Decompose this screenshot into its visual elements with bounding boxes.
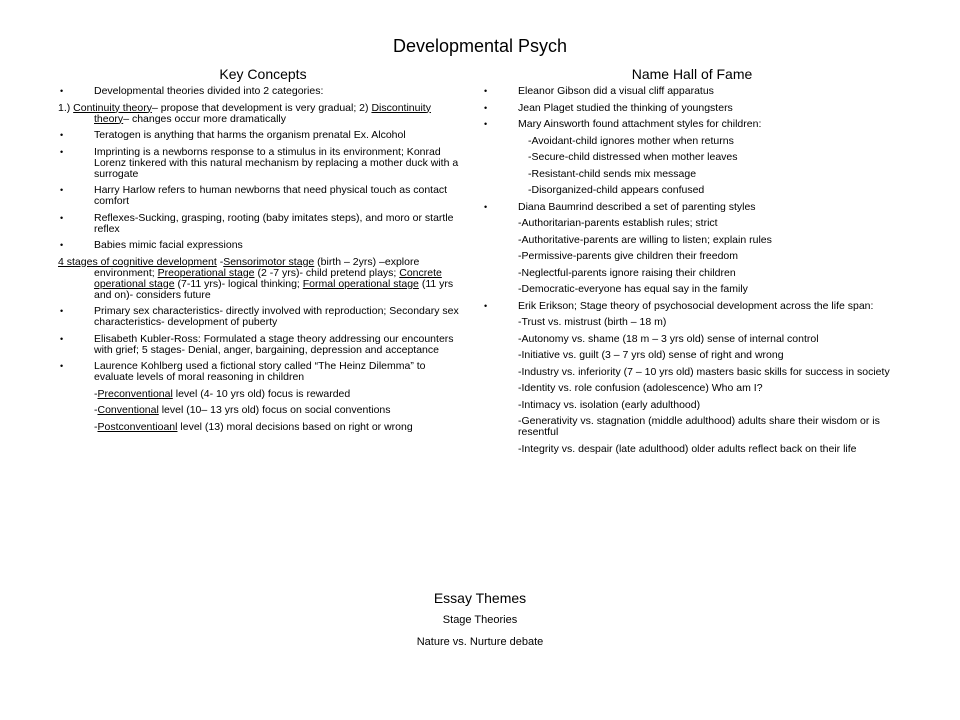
list-item (482, 103, 902, 114)
page-title: Developmental Psych (392, 36, 568, 56)
list-item (58, 103, 468, 125)
list-item (58, 147, 468, 180)
item-text: -Authoritative-parents are willing to listen; explain rules (518, 233, 772, 246)
underlined-term: Concrete operational stage (94, 266, 442, 290)
list-item (482, 400, 902, 411)
list-item (482, 317, 902, 328)
underlined-term: Postconventioanl (97, 420, 178, 433)
item-text: -Democratic-everyone has equal say in the family (518, 283, 748, 295)
list-item (482, 86, 902, 97)
list-item (482, 169, 902, 180)
list-item (482, 350, 902, 361)
list-item (482, 416, 902, 438)
item-text: – propose that development is very gradual; 2) (151, 101, 372, 114)
underlined-term: Formal operational stage (302, 277, 419, 290)
item-text: -Trust vs. mistrust (birth – 18 m) (518, 316, 667, 328)
list-item (58, 334, 468, 356)
item-text: - (216, 255, 224, 268)
list-item (482, 301, 902, 312)
item-text: - (94, 420, 98, 433)
list-item (482, 119, 902, 130)
list-item (58, 86, 468, 97)
item-text: - (94, 387, 98, 400)
item-text: -Autonomy vs. shame (18 m – 3 yrs old) sense of internal control (518, 332, 819, 345)
list-item (482, 136, 902, 147)
item-text: level (4- 10 yrs old) focus is rewarded (172, 387, 351, 400)
underlined-term: 4 stages of cognitive development (58, 255, 217, 268)
list-item (482, 284, 902, 295)
list-item (482, 268, 902, 279)
item-text: Eleanor Gibson did a visual cliff apparatus (518, 85, 714, 97)
list-item (482, 367, 902, 378)
item-text: -Industry vs. inferiority (7 – 10 yrs old) masters basic skills for success in society (518, 365, 890, 378)
item-text: -Authoritarian-parents establish rules; strict (518, 217, 718, 229)
list-item (482, 185, 902, 196)
list-item (58, 389, 468, 400)
item-text: -Generativity vs. stagnation (middle adulthood) adults share their wisdom or is resentful (518, 415, 880, 438)
item-text: level (13) moral decisions based on right or wrong (177, 420, 413, 433)
item-text: -Neglectful-parents ignore raising their children (518, 266, 736, 279)
item-text: - (94, 404, 98, 416)
item-text: level (10– 13 yrs old) focus on social conventions (158, 404, 391, 416)
item-text: 1.) (58, 101, 74, 114)
item-text: Jean Plaget studied the thinking of youngsters (518, 101, 733, 114)
item-text: Diana Baumrind described a set of parenting styles (518, 200, 756, 213)
item-text: (birth – 2yrs) –explore environment; (94, 255, 420, 279)
item-text: Harry Harlow refers to human newborns that need physical touch as contact comfort (94, 184, 448, 207)
item-text: -Identity vs. role confusion (adolescence) Who am I? (518, 382, 763, 394)
essay-themes-heading: Essay Themes (433, 590, 527, 606)
item-text: -Initiative vs. guilt (3 – 7 yrs old) sense of right and wrong (518, 349, 784, 361)
item-text: Babies mimic facial expressions (94, 239, 243, 251)
underlined-term: Discontinuity theory (94, 101, 431, 125)
list-item (482, 383, 902, 394)
item-text: -Avoidant-child ignores mother when returns (528, 134, 734, 147)
item-text: -Permissive-parents give children their freedom (518, 250, 739, 262)
item-text: Elisabeth Kubler-Ross: Formulated a stage theory addressing our encounters with grief; 5 stages- Denial, anger, bargaining, depression and acceptance (94, 332, 454, 356)
list-item (482, 152, 902, 163)
item-text: Erik Erikson; Stage theory of psychosocial development across the life span: (518, 299, 874, 312)
item-text: Laurence Kohlberg used a fictional story called “The Heinz Dilemma” to evaluate levels of moral reasoning in children (94, 360, 426, 383)
list-item (482, 334, 902, 345)
list-item (58, 213, 468, 235)
item-text: -Resistant-child sends mix message (528, 167, 697, 180)
list-item (58, 422, 468, 433)
essay-theme: Stage Theories (442, 614, 518, 626)
item-text: Teratogen is anything that harms the organism prenatal Ex. Alcohol (94, 129, 406, 141)
hall-of-fame-heading: Name Hall of Fame (631, 66, 753, 82)
key-concepts-list (58, 86, 468, 433)
item-text: Developmental theories divided into 2 categories: (94, 85, 324, 97)
item-text: -Integrity vs. despair (late adulthood) older adults reflect back on their life (518, 442, 857, 455)
item-text: (11 yrs and on)- considers future (94, 277, 454, 301)
item-text: – changes occur more dramatically (123, 112, 287, 125)
essay-theme: Nature vs. Nurture debate (416, 636, 544, 648)
item-text: -Intimacy vs. isolation (early adulthood) (518, 398, 701, 411)
hall-of-fame-list (482, 86, 902, 455)
list-item (482, 444, 902, 455)
list-item (58, 405, 468, 416)
item-text: Mary Ainsworth found attachment styles for children: (518, 118, 762, 130)
list-item (482, 251, 902, 262)
item-text: (7-11 yrs)- logical thinking; (174, 277, 303, 290)
list-item (58, 361, 468, 383)
list-item (482, 235, 902, 246)
item-text: -Disorganized-child appears confused (528, 184, 705, 196)
item-text: (2 -7 yrs)- child pretend plays; (254, 266, 400, 279)
list-item (58, 306, 468, 328)
item-text: -Secure-child distressed when mother leaves (528, 151, 738, 163)
item-text: Imprinting is a newborns response to a stimulus in its environment; Konrad Lorenz tinkered with this natural mechanism by replacing a mother duck with a surrogate (94, 145, 459, 180)
underlined-term: Preconventional (97, 387, 173, 400)
item-text: Reflexes-Sucking, grasping, rooting (baby imitates steps), and moro or startle reflex (94, 211, 454, 235)
list-item (58, 185, 468, 207)
list-item (58, 257, 468, 301)
essay-themes-section (0, 590, 960, 658)
list-item (58, 240, 468, 251)
hall-of-fame-column (482, 66, 902, 460)
underlined-term: Sensorimotor stage (223, 255, 315, 268)
underlined-term: Preoperational stage (157, 266, 255, 279)
underlined-term: Continuity theory (73, 101, 152, 114)
list-item (482, 218, 902, 229)
key-concepts-heading: Key Concepts (219, 66, 307, 82)
underlined-term: Conventional (97, 404, 159, 416)
list-item (482, 202, 902, 213)
list-item (58, 130, 468, 141)
item-text: Primary sex characteristics- directly involved with reproduction; Secondary sex characteristics- development of puberty (94, 305, 459, 328)
key-concepts-column (58, 66, 468, 438)
